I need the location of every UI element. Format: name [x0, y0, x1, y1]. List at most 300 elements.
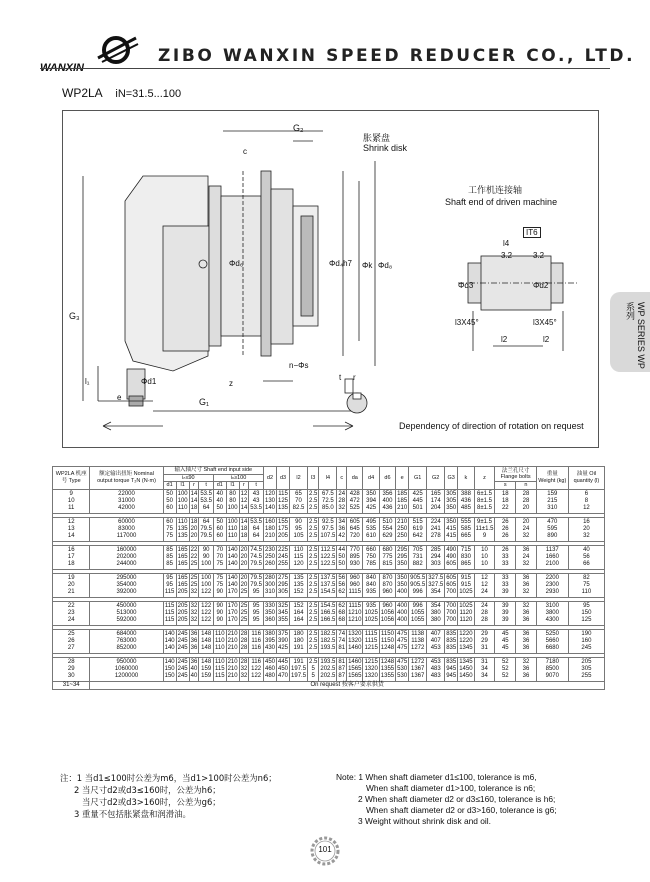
cell-d4: 840 840 935: [363, 573, 379, 597]
label-g1: G₁: [199, 397, 210, 407]
cell-d4: 1215 1320 1320: [363, 657, 379, 681]
col-d4: d4: [363, 467, 379, 490]
col-k: k: [458, 467, 474, 490]
cell-shaft-b: 40 40 50: [214, 489, 227, 513]
cell-c: 56 56 62: [337, 573, 347, 597]
cell-shaft-a: 110 135 135: [176, 517, 189, 541]
cell-l2: 110 115 120: [290, 545, 308, 569]
cell-shaft-b: 43 43 53.5: [249, 489, 264, 513]
cell-n: 36 36 36: [516, 629, 537, 653]
cell-l2: 90 95 105: [290, 517, 308, 541]
label-t: t: [339, 373, 342, 382]
cell-shaft-b: 28 28 28: [239, 629, 249, 653]
cell-e: 475 475 475: [396, 629, 409, 653]
col-d1-b: d1: [214, 482, 227, 490]
cell-shaft-b: 53.5 64 64: [249, 517, 264, 541]
cell-l2: 180 180 191: [290, 629, 308, 653]
cell-g2: 453 483 483: [427, 657, 445, 681]
col-oil: 油量 Oil quantity (l): [568, 467, 604, 490]
label-d6: Φd₆: [229, 259, 244, 268]
page-number-badge: [308, 834, 342, 868]
cell-d6: 870 870 960: [379, 573, 395, 597]
col-s: s: [495, 482, 516, 490]
label-g3: G₃: [69, 311, 80, 321]
cell-oil: 190 160 245: [568, 629, 604, 653]
cell-shaft-b: 25 25 25: [239, 601, 249, 625]
cell-g1: 705 731 882: [409, 545, 427, 569]
cell-e: 295 295 350: [396, 545, 409, 569]
cell-d2: 450 460 480: [263, 657, 276, 681]
cell-shaft-a: 165 165 165: [176, 545, 189, 569]
cell-g1: 905.5 905.5 996: [409, 573, 427, 597]
cell-c: 62 68 68: [337, 601, 347, 625]
col-g1: G1: [409, 467, 427, 490]
cell-shaft-a: 140 150 150: [163, 657, 176, 681]
cell-d6: 1248 1355 1355: [379, 657, 395, 681]
cell-d6: 960 1056 1056: [379, 601, 395, 625]
cell-shaft-b: 28 32 32: [239, 657, 249, 681]
cell-shaft-b: 50 60 60: [214, 517, 227, 541]
cell-z: 29 29 31: [474, 629, 495, 653]
cell-d6: 680 775 815: [379, 545, 395, 569]
cell-l2: 191 197.5 197.5: [290, 657, 308, 681]
cell-shaft-a: 53.5 53.5 64: [199, 489, 214, 513]
cell-shaft-b: 140 140 140: [226, 545, 239, 569]
col-g3: G3: [445, 467, 458, 490]
cell-oil: 95 150 125: [568, 601, 604, 625]
cell-g3: 490 490 605: [445, 545, 458, 569]
col-torque: 额定输出扭矩 Nominal output torque T₂N (N·m): [90, 467, 163, 490]
cell-oil: 40 56 66: [568, 545, 604, 569]
cell-shaft-a: 100 100 110: [176, 489, 189, 513]
cell-shaft-a: 245 245 245: [176, 657, 189, 681]
col-l2: l2: [290, 467, 308, 490]
cell-g2: 407 407 453: [427, 629, 445, 653]
cell-shaft-b: 110 115 115: [214, 657, 227, 681]
label-l2-left: l2: [501, 335, 508, 344]
cell-type: 19 20 21: [53, 573, 90, 597]
note-en-2: When shaft diameter d1>100, tolerance is n6;: [366, 783, 536, 793]
cell-l4: 112.5 122.5 122.5: [319, 545, 337, 569]
cell-d2: 160 180 210: [263, 517, 276, 541]
cell-l4: 182.5 182.5 193.5: [319, 629, 337, 653]
cell-torque: 950000 1060000 1200000: [90, 657, 163, 681]
cell-shaft-a: 100 100 122: [199, 573, 214, 597]
cell-k: 555 585 665: [458, 517, 474, 541]
series-side-tab: [610, 292, 650, 372]
cell-d6: 356 400 436: [379, 489, 395, 513]
cell-k: 1345 1450 1450: [458, 657, 474, 681]
cell-shaft-a: 205 205 205: [176, 601, 189, 625]
cell-z: 10 10 10: [474, 545, 495, 569]
cell-z: 12 12 24: [474, 573, 495, 597]
cell-da: 428 472 525: [347, 489, 363, 513]
note-cn-4: 3 重量不包括胀紧盘和润滑油。: [74, 809, 191, 819]
cell-shaft-b: 75 75 90: [214, 573, 227, 597]
cell-g2: 224 241 278: [427, 517, 445, 541]
cell-shaft-a: 60 75 75: [163, 517, 176, 541]
cell-shaft-b: 20 20 25: [239, 573, 249, 597]
cell-da: 960 960 1115: [347, 573, 363, 597]
cell-da: 605 645 720: [347, 517, 363, 541]
cell-w: 159 215 310: [536, 489, 568, 513]
cell-shaft-a: 140 140 140: [163, 629, 176, 653]
technical-drawing: [62, 110, 599, 448]
cell-g3: 305 305 350: [445, 489, 458, 513]
cell-k: 1025 1120 1120: [458, 601, 474, 625]
dimension-table: [52, 466, 605, 766]
cell-g1: 1272 1367 1367: [409, 657, 427, 681]
cell-shaft-a: 122 122 122: [199, 601, 214, 625]
cell-g2: 285 294 303: [427, 545, 445, 569]
cell-da: 770 895 930: [347, 545, 363, 569]
cell-torque: 450000 513000 592000: [90, 601, 163, 625]
cell-k: 715 830 865: [458, 545, 474, 569]
cell-l3: 2.5 2.5 2.5: [308, 629, 319, 653]
cell-shaft-b: 210 210 210: [226, 629, 239, 653]
col-d3: d3: [277, 467, 290, 490]
col-l3: l3: [308, 467, 319, 490]
page-number: 101: [318, 845, 332, 854]
cell-w: 470 595 890: [536, 517, 568, 541]
cell-oil: 82 75 110: [568, 573, 604, 597]
note-cn-2: 2 当尺寸d2或d3≤160时，公差为h6；: [74, 785, 221, 795]
cell-s: 33 33 39: [495, 573, 516, 597]
cell-shaft-b: 110 110 110: [214, 629, 227, 653]
cell-torque: 295000 354000 392000: [90, 573, 163, 597]
cell-d3: 375 390 425: [277, 629, 290, 653]
cell-d4: 660 750 785: [363, 545, 379, 569]
cell-w: 3100 3800 4300: [536, 601, 568, 625]
col-l1-a: l1: [176, 482, 189, 490]
table-row: [53, 545, 605, 569]
col-ratio-100: iₙ≥100: [214, 474, 264, 482]
cell-c: 24 28 32: [337, 489, 347, 513]
cell-d2: 380 395 430: [263, 629, 276, 653]
col-type: WP2LA 机座号 Type: [53, 467, 90, 490]
cell-l3: 2.5 2.5 2.5: [308, 517, 319, 541]
cell-on-request: On request 按客户要求供货: [90, 681, 605, 689]
cell-k: 1220 1220 1345: [458, 629, 474, 653]
cell-d2: 280 300 310: [263, 573, 276, 597]
cell-shaft-a: 90 90 100: [199, 545, 214, 569]
cell-l2: 152 164 164: [290, 601, 308, 625]
col-weight: 重量 Weight (kg): [536, 467, 568, 490]
cell-shaft-a: 50 50 60: [163, 489, 176, 513]
cell-g1: 515 619 642: [409, 517, 427, 541]
cell-w: 2200 2300 2930: [536, 573, 568, 597]
cell-n: 32 36 36: [516, 601, 537, 625]
col-l4: l4: [319, 467, 337, 490]
cell-shaft-b: 12 12 14: [239, 489, 249, 513]
cell-s: 26 33 33: [495, 545, 516, 569]
cell-shaft-a: 14 14 18: [189, 489, 199, 513]
cell-d3: 325 345 355: [277, 601, 290, 625]
note-cn-3: 当尺寸d2或d3>160时，公差为g6；: [82, 797, 221, 807]
reducer-outline-drawing: [63, 111, 598, 447]
cell-l3: 2.5 2.5 2.5: [308, 489, 319, 513]
col-g2: G2: [427, 467, 445, 490]
label-it6: IT6: [523, 227, 541, 238]
cell-s: 18 18 22: [495, 489, 516, 513]
cell-shaft-b: 140 140 170: [226, 573, 239, 597]
label-chamfer-1: l3X45°: [455, 318, 479, 327]
label-d3: Φd3: [458, 281, 474, 290]
cell-c: 34 36 42: [337, 517, 347, 541]
label-roughness-2: 3.2: [533, 251, 545, 260]
col-d6: d6: [379, 467, 395, 490]
notes-chinese: [60, 772, 277, 820]
cell-type: 25 26 27: [53, 629, 90, 653]
col-d1-a: d1: [163, 482, 176, 490]
cell-d2: 230 250 260: [263, 545, 276, 569]
cell-shaft-b: 90 90 90: [214, 601, 227, 625]
cell-d3: 225 245 255: [277, 545, 290, 569]
cell-shaft-b: 116 116 116: [249, 629, 264, 653]
col-t-a: t: [199, 482, 214, 490]
cell-shaft-b: 116 122 122: [249, 657, 264, 681]
col-t-b: t: [249, 482, 264, 490]
cell-e: 350 350 400: [396, 573, 409, 597]
cell-oil: 6 8 12: [568, 489, 604, 513]
notes-english: [336, 772, 557, 827]
cell-d4: 495 535 610: [363, 517, 379, 541]
col-l1-b: l1: [226, 482, 239, 490]
cell-type: 9 10 11: [53, 489, 90, 513]
cell-l3: 2.5 2.5 2.5: [308, 601, 319, 625]
cell-shaft-b: 80 80 100: [226, 489, 239, 513]
table-row: [53, 489, 605, 513]
ratio-range: iN=31.5...100: [115, 88, 182, 100]
cell-g3: 835 835 835: [445, 629, 458, 653]
cell-d4: 935 1025 1025: [363, 601, 379, 625]
label-d2: Φd2: [533, 281, 549, 290]
cell-d6: 1150 1150 1248: [379, 629, 395, 653]
cell-g3: 835 945 945: [445, 657, 458, 681]
label-d4: Φd₄h7: [329, 259, 352, 268]
cell-type: 31~34: [53, 681, 90, 689]
cell-l3: 2.5 5 5: [308, 657, 319, 681]
label-roughness-1: 3.2: [501, 251, 513, 260]
cell-g2: 165 174 204: [427, 489, 445, 513]
label-chamfer-2: l3X45°: [533, 318, 557, 327]
brand-name: WANXIN: [40, 62, 84, 74]
cell-type: 22 23 24: [53, 601, 90, 625]
table-row: [53, 601, 605, 625]
cell-shaft-b: 70 70 75: [214, 545, 227, 569]
col-z: z: [474, 467, 495, 490]
header-divider: [40, 68, 610, 69]
cell-shaft-b: 20 20 20: [239, 545, 249, 569]
cell-e: 210 250 250: [396, 517, 409, 541]
col-n: n: [516, 482, 537, 490]
rotation-dependency-note: Dependency of direction of rotation on request: [399, 421, 584, 431]
cell-shaft-a: 64 79.5 79.5: [199, 517, 214, 541]
table-row: [53, 573, 605, 597]
cell-shaft-a: 36 40 40: [189, 657, 199, 681]
cell-shaft-a: 22 22 25: [189, 545, 199, 569]
cell-n: 28 28 20: [516, 489, 537, 513]
cell-shaft-a: 32 32 32: [189, 601, 199, 625]
cell-shaft-a: 245 245 245: [176, 629, 189, 653]
cell-shaft-a: 25 25 32: [189, 573, 199, 597]
col-r-a: r: [189, 482, 199, 490]
cell-d4: 350 394 425: [363, 489, 379, 513]
cell-da: 1460 1565 1565: [347, 657, 363, 681]
cell-shaft-b: 74.5 74.5 79.5: [249, 545, 264, 569]
cell-g3: 350 415 415: [445, 517, 458, 541]
cell-torque: 22000 31000 42000: [90, 489, 163, 513]
label-shrink-cn: 胀紧盘: [363, 134, 391, 144]
cell-g1: 996 1055 1055: [409, 601, 427, 625]
note-en-1: Note: 1 When shaft diameter d1≤100, tolerance is m6,: [336, 772, 537, 782]
cell-torque: 60000 83000 117000: [90, 517, 163, 541]
cell-shaft-a: 85 85 85: [163, 545, 176, 569]
label-k: Φk: [362, 261, 373, 270]
cell-l4: 137.5 137.5 154.5: [319, 573, 337, 597]
cell-oil: 16 20 32: [568, 517, 604, 541]
cell-shaft-a: 95 95 115: [163, 573, 176, 597]
cell-da: 1320 1320 1460: [347, 629, 363, 653]
cell-l4: 193.5 202.5 202.5: [319, 657, 337, 681]
label-e: e: [117, 393, 122, 402]
label-l2-right: l2: [543, 335, 550, 344]
col-ratio-90: iₙ≤90: [163, 474, 213, 482]
cell-n: 36 24 32: [516, 545, 537, 569]
cell-d2: 330 350 360: [263, 601, 276, 625]
table-row: [53, 629, 605, 653]
cell-z: 24 28 28: [474, 601, 495, 625]
cell-shaft-a: 18 20 20: [189, 517, 199, 541]
cell-da: 1115 1210 1210: [347, 601, 363, 625]
cell-type: 28 29 30: [53, 657, 90, 681]
cell-w: 1137 1660 2100: [536, 545, 568, 569]
label-d1: Φd1: [141, 377, 157, 386]
model-heading: [62, 86, 181, 100]
col-d2: d2: [263, 467, 276, 490]
table-row: [53, 657, 605, 681]
cell-g1: 425 445 501: [409, 489, 427, 513]
cell-g3: 605 605 700: [445, 573, 458, 597]
note-en-3: 2 When shaft diameter d2 or d3≤160, tolerance is h6;: [358, 794, 556, 804]
cell-l2: 135 135 152: [290, 573, 308, 597]
cell-k: 915 915 1025: [458, 573, 474, 597]
label-shaft-en: Shaft end of driven machine: [445, 197, 558, 207]
table-row-on-request: [53, 681, 605, 689]
col-c: c: [337, 467, 347, 490]
cell-e: 185 185 210: [396, 489, 409, 513]
cell-z: 31 34 34: [474, 657, 495, 681]
cell-d2: 120 130 140: [263, 489, 276, 513]
cell-shaft-b: 95 95 95: [249, 601, 264, 625]
gear-logo-icon: [40, 28, 140, 64]
cell-w: 5250 5660 6680: [536, 629, 568, 653]
cell-torque: 684000 763000 852000: [90, 629, 163, 653]
cell-l3: 2.5 2.5 2.5: [308, 545, 319, 569]
cell-g2: 327.5 327.5 354: [427, 573, 445, 597]
cell-shaft-b: 210 210 210: [226, 657, 239, 681]
note-cn-1: 注：1 当d1≤100时公差为m6，当d1>100时公差为n6；: [60, 773, 277, 783]
cell-d3: 275 295 305: [277, 573, 290, 597]
cell-d4: 1115 1115 1215: [363, 629, 379, 653]
cell-shaft-b: 100 110 110: [226, 517, 239, 541]
cell-n: 36 36 32: [516, 573, 537, 597]
cell-z: 9±1.5 11±1.5 9: [474, 517, 495, 541]
cell-g2: 354 380 380: [427, 601, 445, 625]
cell-shaft-b: 170 170 170: [226, 601, 239, 625]
col-da: da: [347, 467, 363, 490]
label-l4: l4: [503, 239, 510, 248]
col-flange-bolts: 法兰孔尺寸 Flange bolts: [495, 467, 536, 482]
cell-c: 81 87 87: [337, 657, 347, 681]
cell-d6: 510 554 629: [379, 517, 395, 541]
label-da: Φd₈: [378, 261, 393, 270]
label-shrink-en: Shrink disk: [363, 143, 408, 153]
label-g2: G₂: [293, 123, 304, 133]
cell-shaft-a: 115 115 115: [163, 601, 176, 625]
cell-w: 7180 8500 9070: [536, 657, 568, 681]
label-r: r: [353, 373, 356, 382]
cell-g3: 700 700 700: [445, 601, 458, 625]
cell-k: 388 436 485: [458, 489, 474, 513]
label-l1: l₁: [85, 377, 90, 386]
cell-c: 44 50 50: [337, 545, 347, 569]
label-z: z: [229, 379, 233, 388]
model-name: WP2LA: [62, 86, 103, 100]
label-shaft-cn: 工作机连接轴: [468, 186, 523, 196]
cell-shaft-a: 148 159 159: [199, 657, 214, 681]
cell-shaft-b: 14 18 18: [239, 517, 249, 541]
cell-l4: 67.5 72.5 85.0: [319, 489, 337, 513]
cell-s: 26 26 26: [495, 517, 516, 541]
cell-s: 52 52 52: [495, 657, 516, 681]
cell-type: 16 17 18: [53, 545, 90, 569]
cell-n: 32 36 36: [516, 657, 537, 681]
cell-c: 74 74 81: [337, 629, 347, 653]
cell-n: 20 24 32: [516, 517, 537, 541]
company-name: ZIBO WANXIN SPEED REDUCER CO., LTD.: [158, 46, 636, 66]
label-ns: n−Φs: [289, 361, 309, 370]
cell-l4: 154.5 166.5 166.5: [319, 601, 337, 625]
cell-type: 12 13 14: [53, 517, 90, 541]
cell-l4: 92.5 97.5 107.5: [319, 517, 337, 541]
table-row: [53, 517, 605, 541]
cell-d3: 155 175 205: [277, 517, 290, 541]
cell-l2: 65 70 82.5: [290, 489, 308, 513]
cell-e: 400 400 400: [396, 601, 409, 625]
cell-d3: 445 450 470: [277, 657, 290, 681]
cell-shaft-a: 36 36 36: [189, 629, 199, 653]
cell-shaft-b: 79.5 79.5 95: [249, 573, 264, 597]
note-en-4: When shaft diameter d2 or d3>160, tolerance is g6;: [366, 805, 557, 815]
cell-shaft-a: 165 165 205: [176, 573, 189, 597]
cell-s: 39 39 39: [495, 601, 516, 625]
series-tab-label: WP SERIES WP系列: [625, 302, 646, 369]
cell-torque: 160000 202000 244000: [90, 545, 163, 569]
cell-l3: 2.5 2.5 2.5: [308, 573, 319, 597]
cell-shaft-a: 148 148 148: [199, 629, 214, 653]
cell-e: 475 530 530: [396, 657, 409, 681]
label-c: c: [243, 147, 247, 156]
cell-d3: 115 125 135: [277, 489, 290, 513]
cell-oil: 205 305 255: [568, 657, 604, 681]
col-r-b: r: [239, 482, 249, 490]
col-shaft-input: 输入轴尺寸 Shaft end input side: [163, 467, 263, 475]
note-en-5: 3 Weight without shrink disk and oil.: [358, 816, 491, 826]
cell-g1: 1138 1138 1272: [409, 629, 427, 653]
cell-s: 45 45 45: [495, 629, 516, 653]
cell-z: 6±1.5 8±1.5 8±1.5: [474, 489, 495, 513]
